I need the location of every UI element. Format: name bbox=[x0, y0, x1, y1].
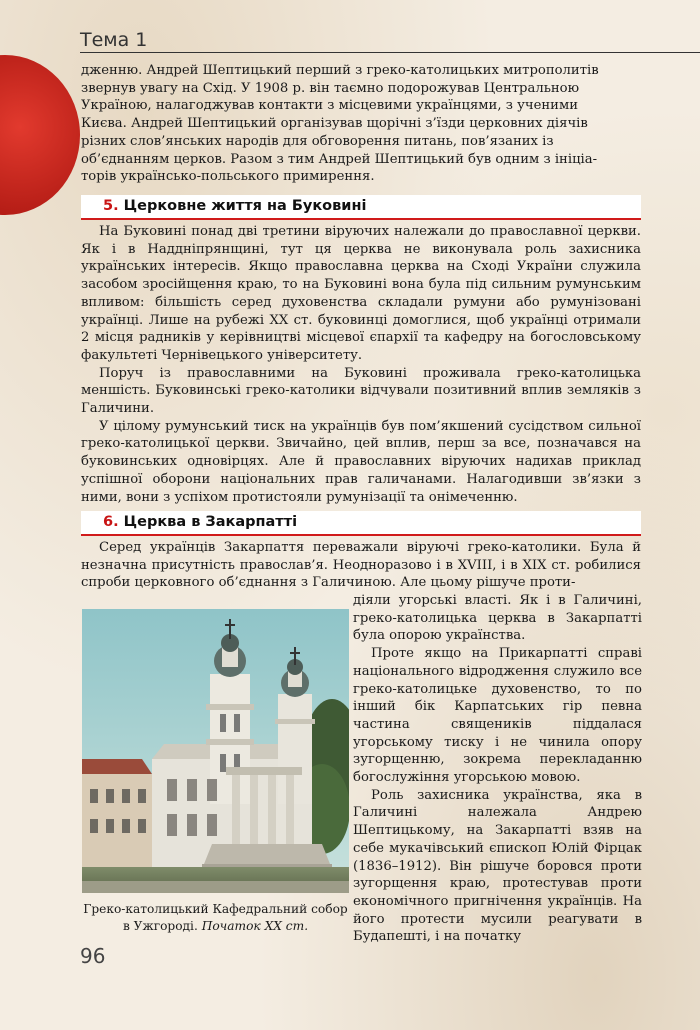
caption-date: Початок XX ст. bbox=[201, 919, 309, 933]
caption-main: Греко-католицький Кафедральний собор в Ужгороді. bbox=[83, 902, 348, 933]
section-6-lead bbox=[81, 539, 641, 592]
paragraph: На Буковині понад дві третини віруючих належали до православної церкви. Як і в Наддніпрянщині, тут ця церква не виконувала роль захисника українських інтересів. Якщо православна церква на Сході України служила засобом зросійщення краю, то на Буковині вона була під сильним румунським впливом: більшість серед духовенства складали румуни або румунізовані українці. Лише на рубежі XX ст. буковинці домоглися, щоб українці отримали 2 місця радників у керівництві місцевої єпархії та кафедру на богословському факультеті Чернівецького університету. bbox=[81, 224, 641, 363]
page-number: 96 bbox=[80, 944, 106, 968]
section-5-number: 5. bbox=[103, 198, 119, 214]
paragraph: Серед українців Закарпаття переважали віруючі греко-католики. Була й незначна присутність православ’я. Неодноразово і в XVIII, і в XIX ст. робилися спроби церковного об’єднання з Галичиною. Але цьому рішуче проти- bbox=[81, 540, 641, 591]
section-5-heading bbox=[81, 195, 641, 220]
page-header bbox=[80, 28, 700, 53]
section-5-body bbox=[81, 223, 641, 506]
intro-line: різних слов’янських народів для обговорення питань, пов’язаних із bbox=[81, 133, 554, 149]
section-6-heading bbox=[81, 511, 641, 536]
intro-line: об’єднанням церков. Разом з тим Андрей Шептицький був одним з ініціа- bbox=[81, 151, 598, 167]
paragraph: У цілому румунський тиск на українців був пом’якшений сусідством сильної греко-католицької церкви. Звичайно, цей вплив, перш за все, позначався на буковинських одновірцях. Але й православних віруючих надихав приклад успішної оборони національних прав галичанами. Налагодивши зв’язки з ними, вони з успіхом протистояли румунізації та онімеченню. bbox=[81, 418, 641, 505]
section-6-column bbox=[353, 592, 642, 946]
section-6-title: Церква в Закарпатті bbox=[123, 514, 298, 530]
intro-line: дженню. Андрей Шептицький перший з греко-католицьких митрополитів bbox=[81, 63, 599, 78]
paragraph: Проте якщо на Прикарпатті справі національного відродження служило все греко-католицьке духовенство, то по інший бік Карпатських гір певна частина священиків піддалася угорському тиску і не чинила опору зугорщенню, зокрема перекладанню богослужіння угорською мовою. bbox=[353, 646, 642, 786]
figure-caption bbox=[82, 901, 349, 935]
section-6-number: 6. bbox=[103, 514, 119, 530]
intro-line: Україною, налагоджував контакти з місцевими українцями, з ученими bbox=[81, 98, 579, 114]
section-5-title: Церковне життя на Буковині bbox=[123, 198, 367, 214]
intro-line: звернув увагу на Схід. У 1908 р. він таємно подорожував Центральною bbox=[81, 80, 580, 96]
intro-line: торів українсько-польського примирення. bbox=[81, 169, 375, 185]
paragraph: Поруч із православними на Буковині проживала греко-католицька меншість. Буковинські греко-католики відчували позитивний вплив земляків з Галичини. bbox=[81, 365, 641, 417]
intro-line: Києва. Андрей Шептицький організував щорічні з’їзди церковних діячів bbox=[81, 116, 588, 132]
cathedral-photo bbox=[82, 609, 349, 893]
paragraph: діяли угорські власті. Як і в Галичині, греко-католицька церква в Закарпатті була опорою українства. bbox=[353, 593, 642, 644]
paragraph: Роль захисника українства, яка в Галичині належала Андрею Шептицькому, на Закарпатті взяв на себе мукачівський єпископ Юлій Фірцак (1836–1912). Він рішуче боровся проти зугорщення краю, протестував проти економічного пригнічення українців. На його протести мусили реагувати в Будапешті, і на початку bbox=[353, 787, 642, 945]
topic-label: Тема 1 bbox=[80, 29, 148, 51]
intro-text bbox=[81, 62, 641, 186]
